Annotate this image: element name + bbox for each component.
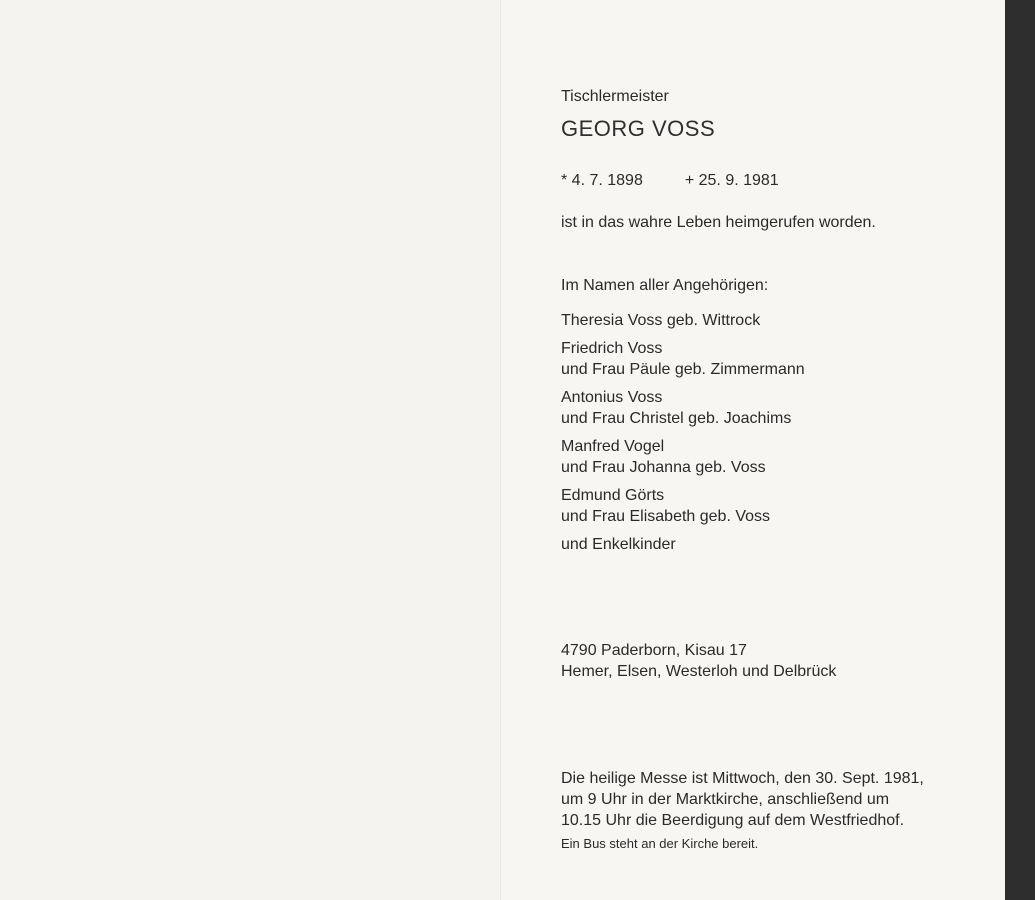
family-member: und Frau Elisabeth geb. Voss [561, 508, 771, 525]
profession: Tischlermeister [561, 88, 669, 105]
family-member: Antonius Voss [561, 389, 663, 406]
address-line: 4790 Paderborn, Kisau 17 [561, 642, 747, 659]
birth-date: * 4. 7. 1898 [561, 172, 643, 189]
mass-info-line: um 9 Uhr in der Marktkirche, anschließend um [561, 791, 890, 808]
bus-note: Ein Bus steht an der Kirche bereit. [561, 836, 759, 851]
life-dates [561, 170, 779, 191]
family-member: Friedrich Voss [561, 340, 663, 357]
death-date: + 25. 9. 1981 [684, 172, 779, 189]
family-member: und Frau Christel geb. Joachims [561, 410, 792, 427]
family-member: und Frau Päule geb. Zimmermann [561, 361, 805, 378]
mass-info-line: Die heilige Messe ist Mittwoch, den 30. Sept. 1981, [561, 770, 924, 787]
address-line: Hemer, Elsen, Westerloh und Delbrück [561, 663, 837, 680]
family-member: Edmund Görts [561, 487, 665, 504]
family-member: und Frau Johanna geb. Voss [561, 459, 766, 476]
family-member: Manfred Vogel [561, 438, 665, 455]
deceased-name: GEORG VOSS [561, 116, 716, 141]
statement: ist in das wahre Leben heimgerufen worden. [561, 214, 876, 231]
family-intro: Im Namen aller Angehörigen: [561, 277, 769, 294]
card-left-panel [0, 0, 501, 900]
mass-info-line: 10.15 Uhr die Beerdigung auf dem Westfriedhof. [561, 812, 905, 829]
dark-background-edge [1005, 0, 1035, 900]
family-member: Theresia Voss geb. Wittrock [561, 312, 761, 329]
family-member: und Enkelkinder [561, 536, 676, 553]
